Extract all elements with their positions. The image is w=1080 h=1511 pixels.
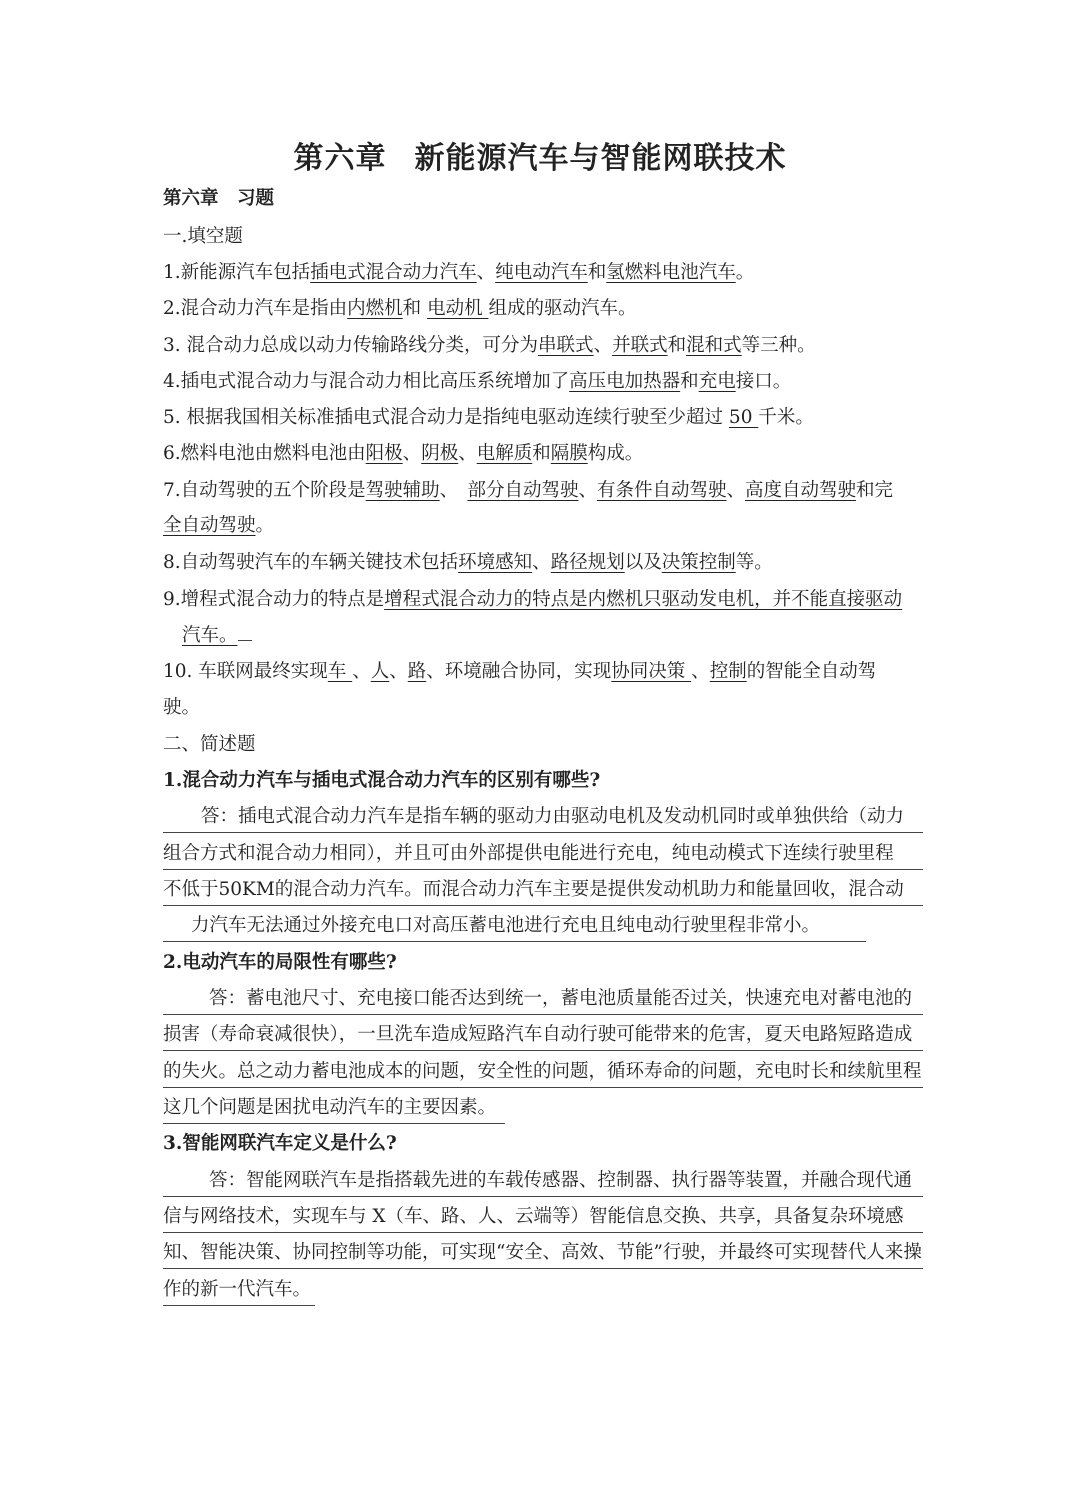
answer: 插电式混合动力汽车 — [310, 262, 477, 283]
answer-line: 组合方式和混合动力相同），并且可由外部提供电能进行充电，纯电动模式下连续行驶里程 — [163, 842, 923, 870]
answer: 有条件自动驾驶 — [596, 480, 727, 501]
answer: 电解质 — [476, 443, 533, 464]
answer: 环境感知 — [458, 552, 533, 573]
answer: 氢燃料电池汽车 — [606, 262, 736, 283]
section-short-answer: 二、简述题 — [163, 734, 256, 755]
chapter-number: 第六章 — [293, 141, 387, 176]
answer: 高度自动驾驶 — [745, 480, 857, 501]
answer: 串联式 — [538, 335, 594, 356]
answer: 决策控制 — [661, 552, 736, 573]
answer: 高压电加热器 — [569, 371, 681, 392]
question-5: 5. 根据我国相关标准插电式混合动力是指纯电驱动连续行驶至少超过 50 千米。 — [163, 407, 814, 428]
answer: 阳极 — [365, 443, 403, 464]
answer: 驾驶辅助 — [365, 480, 440, 501]
answer-line: 信与网络技术，实现车与 X（车、路、人、云端等）智能信息交换、共享，具备复杂环境感 — [163, 1205, 923, 1233]
answer-line: 答：智能网联汽车是指搭载先进的车载传感器、控制器、执行器等装置，并融合现代通 — [163, 1169, 923, 1197]
answer-line: 知、智能决策、协同控制等功能，可实现“安全、高效、节能”行驶，并最终可实现替代人来操 — [163, 1241, 923, 1269]
section-fill-blank: 一.填空题 — [163, 226, 243, 247]
answer: 内燃机 — [347, 298, 403, 319]
question-4: 4.插电式混合动力与混合动力相比高压系统增加了高压电加热器和充电接口。 — [163, 371, 792, 392]
answer: 纯电动汽车 — [495, 262, 588, 283]
question-6: 6.燃料电池由燃料电池由阳极、阴极、电解质和隔膜构成。 — [163, 443, 644, 464]
exercise-heading: 第六章 习题 — [163, 188, 275, 209]
answer: 增程式混合动力的特点是内燃机只驱动发电机，并不能直接驱动 — [384, 589, 903, 610]
answer-line: 作的新一代汽车。 — [163, 1278, 315, 1306]
answer: 50 — [728, 407, 759, 428]
answer-line: 这几个问题是困扰电动汽车的主要因素。 — [163, 1096, 505, 1124]
answer-line: 损害（寿命衰减很快），一旦洗车造成短路汽车自动行驶可能带来的危害，夏天电路短路造成 — [163, 1023, 923, 1051]
question-9: 9.增程式混合动力的特点是增程式混合动力的特点是内燃机只驱动发电机，并不能直接驱动 — [163, 589, 903, 610]
question-7: 7.自动驾驶的五个阶段是驾驶辅助、 部分自动驾驶、有条件自动驾驶、高度自动驾驶和完 — [163, 480, 894, 501]
chapter-name: 新能源汽车与智能网联技术 — [414, 141, 787, 176]
question-2: 2.混合动力汽车是指由内燃机和 电动机 组成的驱动汽车。 — [163, 298, 637, 319]
answer: 路 — [407, 661, 427, 682]
question-10-cont: 驶。 — [163, 697, 201, 718]
question-8: 8.自动驾驶汽车的车辆关键技术包括环境感知、路径规划以及决策控制等。 — [163, 552, 773, 573]
short-question-2: 2.电动汽车的局限性有哪些? — [163, 952, 397, 973]
answer: 协同决策 — [611, 661, 692, 682]
question-7-cont: 全自动驾驶。 — [163, 515, 275, 536]
question-9-cont — [182, 624, 942, 648]
question-3: 3. 混合动力总成以动力传输路线分类，可分为串联式、并联式和混和式等三种。 — [163, 335, 816, 356]
short-question-1: 1.混合动力汽车与插电式混合动力汽车的区别有哪些? — [163, 770, 601, 791]
answer: 路径规划 — [550, 552, 625, 573]
answer-line: 的失火。总之动力蓄电池成本的问题，安全性的问题，循环寿命的问题，充电时长和续航里程 — [163, 1060, 923, 1088]
answer: 汽车。 — [182, 625, 238, 646]
chapter-title — [0, 133, 1080, 177]
short-question-3: 3.智能网联汽车定义是什么? — [163, 1133, 397, 1154]
answer-line: 不低于50KM的混合动力汽车。而混合动力汽车主要是提供发动机助力和能量回收，混合动 — [163, 878, 923, 906]
answer: 充电 — [698, 371, 736, 392]
answer: 控制 — [709, 661, 747, 682]
question-10: 10. 车联网最终实现车 、人、路、环境融合协同，实现协同决策 、控制的智能全自动驾 — [163, 661, 877, 682]
answer: 隔膜 — [550, 443, 588, 464]
answer: 部分自动驾驶 — [467, 480, 579, 501]
answer-line: 力汽车无法通过外接充电口对高压蓄电池进行充电且纯电动行驶里程非常小。 — [163, 914, 866, 942]
answer: 车 — [327, 661, 353, 682]
answer: 并联式 — [612, 335, 668, 356]
answer: 人 — [370, 661, 390, 682]
answer: 混和式 — [686, 335, 742, 356]
answer-line: 答：蓄电池尺寸、充电接口能否达到统一，蓄电池质量能否过关，快速充电对蓄电池的 — [163, 987, 923, 1015]
answer: 全自动驾驶 — [163, 515, 256, 536]
answer: 电动机 — [427, 298, 489, 319]
answer-line: 答：插电式混合动力汽车是指车辆的驱动力由驱动电机及发动机同时或单独供给（动力 — [163, 805, 923, 833]
question-1: 1.新能源汽车包括插电式混合动力汽车、纯电动汽车和氢燃料电池汽车。 — [163, 262, 755, 283]
answer: 阴极 — [421, 443, 459, 464]
